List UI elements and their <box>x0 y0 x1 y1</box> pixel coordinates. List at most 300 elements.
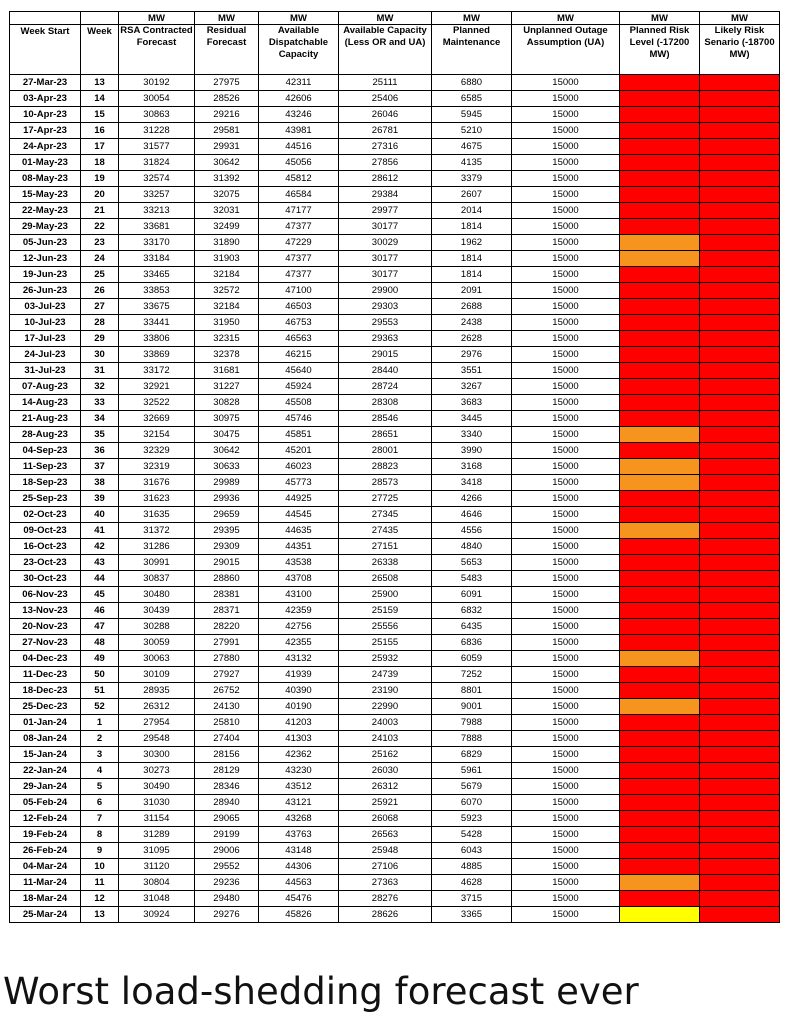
planned-maintenance-cell: 4885 <box>432 859 512 875</box>
table-row <box>10 603 780 619</box>
unplanned-outage-cell: 15000 <box>512 267 620 283</box>
dispatchable-capacity-cell: 43708 <box>259 571 339 587</box>
dispatchable-capacity-cell: 46563 <box>259 331 339 347</box>
week-start-cell: 02-Oct-23 <box>10 507 81 523</box>
planned-risk-cell <box>620 571 700 587</box>
dispatchable-capacity-cell: 42311 <box>259 75 339 91</box>
week-start-cell: 11-Mar-24 <box>10 875 81 891</box>
rsa-forecast-cell: 32574 <box>119 171 195 187</box>
rsa-forecast-cell: 30300 <box>119 747 195 763</box>
dispatchable-capacity-cell: 47377 <box>259 219 339 235</box>
planned-maintenance-cell: 5483 <box>432 571 512 587</box>
residual-forecast-cell: 29015 <box>195 555 259 571</box>
residual-forecast-cell: 31950 <box>195 315 259 331</box>
week-cell: 8 <box>81 827 119 843</box>
dispatchable-capacity-cell: 47377 <box>259 251 339 267</box>
dispatchable-capacity-cell: 43246 <box>259 107 339 123</box>
unplanned-outage-cell: 15000 <box>512 427 620 443</box>
unplanned-outage-cell: 15000 <box>512 683 620 699</box>
likely-risk-cell <box>700 443 780 459</box>
planned-risk-cell <box>620 427 700 443</box>
table-row <box>10 347 780 363</box>
planned-risk-cell <box>620 859 700 875</box>
planned-risk-cell <box>620 587 700 603</box>
available-capacity-cell: 23190 <box>339 683 432 699</box>
available-capacity-cell: 28276 <box>339 891 432 907</box>
dispatchable-capacity-cell: 42359 <box>259 603 339 619</box>
residual-forecast-cell: 30633 <box>195 459 259 475</box>
rsa-forecast-cell: 31228 <box>119 123 195 139</box>
table-row <box>10 155 780 171</box>
rsa-forecast-cell: 30059 <box>119 635 195 651</box>
unit-cell: MW <box>432 12 512 25</box>
residual-forecast-cell: 28526 <box>195 91 259 107</box>
likely-risk-cell <box>700 635 780 651</box>
week-start-cell: 27-Nov-23 <box>10 635 81 651</box>
week-start-cell: 20-Nov-23 <box>10 619 81 635</box>
planned-maintenance-cell: 5428 <box>432 827 512 843</box>
rsa-forecast-cell: 33675 <box>119 299 195 315</box>
header-available-dispatchable-capacity: Available Dispatchable Capacity <box>259 25 339 75</box>
dispatchable-capacity-cell: 42606 <box>259 91 339 107</box>
header-available-capacity: Available Capacity (Less OR and UA) <box>339 25 432 75</box>
planned-risk-cell <box>620 107 700 123</box>
rsa-forecast-cell: 33465 <box>119 267 195 283</box>
likely-risk-cell <box>700 139 780 155</box>
week-start-cell: 01-May-23 <box>10 155 81 171</box>
week-start-cell: 15-May-23 <box>10 187 81 203</box>
planned-maintenance-cell: 4628 <box>432 875 512 891</box>
planned-risk-cell <box>620 843 700 859</box>
week-start-cell: 05-Jun-23 <box>10 235 81 251</box>
planned-maintenance-cell: 9001 <box>432 699 512 715</box>
dispatchable-capacity-cell: 44635 <box>259 523 339 539</box>
table-row <box>10 571 780 587</box>
table-row <box>10 171 780 187</box>
unplanned-outage-cell: 15000 <box>512 203 620 219</box>
available-capacity-cell: 27345 <box>339 507 432 523</box>
table-row <box>10 683 780 699</box>
planned-maintenance-cell: 1962 <box>432 235 512 251</box>
rsa-forecast-cell: 33213 <box>119 203 195 219</box>
residual-forecast-cell: 24130 <box>195 699 259 715</box>
likely-risk-cell <box>700 779 780 795</box>
available-capacity-cell: 28724 <box>339 379 432 395</box>
rsa-forecast-cell: 30924 <box>119 907 195 923</box>
likely-risk-cell <box>700 475 780 491</box>
residual-forecast-cell: 30828 <box>195 395 259 411</box>
planned-risk-cell <box>620 475 700 491</box>
residual-forecast-cell: 29931 <box>195 139 259 155</box>
week-cell: 13 <box>81 907 119 923</box>
residual-forecast-cell: 28220 <box>195 619 259 635</box>
unplanned-outage-cell: 15000 <box>512 843 620 859</box>
likely-risk-cell <box>700 299 780 315</box>
residual-forecast-cell: 29236 <box>195 875 259 891</box>
dispatchable-capacity-cell: 45773 <box>259 475 339 491</box>
likely-risk-cell <box>700 763 780 779</box>
residual-forecast-cell: 29276 <box>195 907 259 923</box>
available-capacity-cell: 25162 <box>339 747 432 763</box>
rsa-forecast-cell: 30063 <box>119 651 195 667</box>
residual-forecast-cell: 28371 <box>195 603 259 619</box>
unplanned-outage-cell: 15000 <box>512 827 620 843</box>
planned-risk-cell <box>620 779 700 795</box>
unit-cell: MW <box>700 12 780 25</box>
load-shedding-forecast-table <box>9 11 780 923</box>
rsa-forecast-cell: 30804 <box>119 875 195 891</box>
available-capacity-cell: 25406 <box>339 91 432 107</box>
likely-risk-cell <box>700 907 780 923</box>
available-capacity-cell: 27106 <box>339 859 432 875</box>
available-capacity-cell: 24003 <box>339 715 432 731</box>
residual-forecast-cell: 29659 <box>195 507 259 523</box>
week-cell: 7 <box>81 811 119 827</box>
week-start-cell: 29-May-23 <box>10 219 81 235</box>
likely-risk-cell <box>700 187 780 203</box>
available-capacity-cell: 28308 <box>339 395 432 411</box>
week-cell: 36 <box>81 443 119 459</box>
table-row <box>10 427 780 443</box>
rsa-forecast-cell: 31577 <box>119 139 195 155</box>
likely-risk-cell <box>700 699 780 715</box>
planned-maintenance-cell: 6091 <box>432 587 512 603</box>
planned-maintenance-cell: 3445 <box>432 411 512 427</box>
table-row <box>10 475 780 491</box>
residual-forecast-cell: 30642 <box>195 155 259 171</box>
week-start-cell: 04-Sep-23 <box>10 443 81 459</box>
rsa-forecast-cell: 33441 <box>119 315 195 331</box>
dispatchable-capacity-cell: 45201 <box>259 443 339 459</box>
unplanned-outage-cell: 15000 <box>512 107 620 123</box>
dispatchable-capacity-cell: 41203 <box>259 715 339 731</box>
dispatchable-capacity-cell: 41939 <box>259 667 339 683</box>
unplanned-outage-cell: 15000 <box>512 635 620 651</box>
available-capacity-cell: 25948 <box>339 843 432 859</box>
unplanned-outage-cell: 15000 <box>512 139 620 155</box>
rsa-forecast-cell: 32522 <box>119 395 195 411</box>
planned-risk-cell <box>620 507 700 523</box>
residual-forecast-cell: 27991 <box>195 635 259 651</box>
unplanned-outage-cell: 15000 <box>512 331 620 347</box>
likely-risk-cell <box>700 123 780 139</box>
planned-maintenance-cell: 5653 <box>432 555 512 571</box>
rsa-forecast-cell: 32921 <box>119 379 195 395</box>
likely-risk-cell <box>700 267 780 283</box>
week-cell: 35 <box>81 427 119 443</box>
header-rsa-contracted-forecast: RSA Contracted Forecast <box>119 25 195 75</box>
available-capacity-cell: 27363 <box>339 875 432 891</box>
residual-forecast-cell: 29936 <box>195 491 259 507</box>
dispatchable-capacity-cell: 43763 <box>259 827 339 843</box>
planned-maintenance-cell: 4135 <box>432 155 512 171</box>
week-start-cell: 12-Feb-24 <box>10 811 81 827</box>
week-start-cell: 22-Jan-24 <box>10 763 81 779</box>
rsa-forecast-cell: 33853 <box>119 283 195 299</box>
table-row <box>10 411 780 427</box>
table-row <box>10 395 780 411</box>
likely-risk-cell <box>700 843 780 859</box>
dispatchable-capacity-cell: 44545 <box>259 507 339 523</box>
available-capacity-cell: 29363 <box>339 331 432 347</box>
available-capacity-cell: 28440 <box>339 363 432 379</box>
dispatchable-capacity-cell: 42756 <box>259 619 339 635</box>
dispatchable-capacity-cell: 41303 <box>259 731 339 747</box>
week-cell: 20 <box>81 187 119 203</box>
planned-maintenance-cell: 6043 <box>432 843 512 859</box>
likely-risk-cell <box>700 587 780 603</box>
unplanned-outage-cell: 15000 <box>512 75 620 91</box>
rsa-forecast-cell: 31635 <box>119 507 195 523</box>
dispatchable-capacity-cell: 45812 <box>259 171 339 187</box>
planned-risk-cell <box>620 539 700 555</box>
planned-risk-cell <box>620 91 700 107</box>
likely-risk-cell <box>700 619 780 635</box>
likely-risk-cell <box>700 571 780 587</box>
available-capacity-cell: 25932 <box>339 651 432 667</box>
unit-cell: MW <box>512 12 620 25</box>
week-start-cell: 24-Jul-23 <box>10 347 81 363</box>
table-row <box>10 123 780 139</box>
rsa-forecast-cell: 33806 <box>119 331 195 347</box>
rsa-forecast-cell: 33681 <box>119 219 195 235</box>
week-start-cell: 10-Apr-23 <box>10 107 81 123</box>
likely-risk-cell <box>700 235 780 251</box>
planned-maintenance-cell: 6832 <box>432 603 512 619</box>
available-capacity-cell: 28823 <box>339 459 432 475</box>
residual-forecast-cell: 29395 <box>195 523 259 539</box>
rsa-forecast-cell: 31120 <box>119 859 195 875</box>
dispatchable-capacity-cell: 45851 <box>259 427 339 443</box>
week-cell: 6 <box>81 795 119 811</box>
likely-risk-cell <box>700 715 780 731</box>
week-start-cell: 24-Apr-23 <box>10 139 81 155</box>
residual-forecast-cell: 27404 <box>195 731 259 747</box>
week-cell: 9 <box>81 843 119 859</box>
week-cell: 48 <box>81 635 119 651</box>
week-start-cell: 03-Apr-23 <box>10 91 81 107</box>
unit-cell: MW <box>620 12 700 25</box>
dispatchable-capacity-cell: 44516 <box>259 139 339 155</box>
table-row <box>10 667 780 683</box>
planned-risk-cell <box>620 795 700 811</box>
rsa-forecast-cell: 30273 <box>119 763 195 779</box>
rsa-forecast-cell: 30480 <box>119 587 195 603</box>
week-start-cell: 17-Apr-23 <box>10 123 81 139</box>
planned-maintenance-cell: 6880 <box>432 75 512 91</box>
week-cell: 27 <box>81 299 119 315</box>
table-row <box>10 907 780 923</box>
week-start-cell: 11-Sep-23 <box>10 459 81 475</box>
planned-risk-cell <box>620 603 700 619</box>
rsa-forecast-cell: 29548 <box>119 731 195 747</box>
dispatchable-capacity-cell: 44925 <box>259 491 339 507</box>
planned-maintenance-cell: 6585 <box>432 91 512 107</box>
unplanned-outage-cell: 15000 <box>512 491 620 507</box>
planned-maintenance-cell: 3267 <box>432 379 512 395</box>
dispatchable-capacity-cell: 43148 <box>259 843 339 859</box>
table-row <box>10 859 780 875</box>
table-row <box>10 507 780 523</box>
week-cell: 46 <box>81 603 119 619</box>
rsa-forecast-cell: 31824 <box>119 155 195 171</box>
dispatchable-capacity-cell: 44351 <box>259 539 339 555</box>
planned-maintenance-cell: 3990 <box>432 443 512 459</box>
table-row <box>10 587 780 603</box>
week-start-cell: 16-Oct-23 <box>10 539 81 555</box>
dispatchable-capacity-cell: 45476 <box>259 891 339 907</box>
week-cell: 23 <box>81 235 119 251</box>
planned-risk-cell <box>620 459 700 475</box>
planned-risk-cell <box>620 523 700 539</box>
planned-maintenance-cell: 6836 <box>432 635 512 651</box>
available-capacity-cell: 22990 <box>339 699 432 715</box>
unplanned-outage-cell: 15000 <box>512 187 620 203</box>
residual-forecast-cell: 32184 <box>195 267 259 283</box>
unplanned-outage-cell: 15000 <box>512 91 620 107</box>
week-start-cell: 18-Dec-23 <box>10 683 81 699</box>
planned-risk-cell <box>620 75 700 91</box>
planned-maintenance-cell: 7888 <box>432 731 512 747</box>
unplanned-outage-cell: 15000 <box>512 443 620 459</box>
planned-maintenance-cell: 2976 <box>432 347 512 363</box>
planned-maintenance-cell: 5923 <box>432 811 512 827</box>
table-row <box>10 107 780 123</box>
likely-risk-cell <box>700 795 780 811</box>
dispatchable-capacity-cell: 40390 <box>259 683 339 699</box>
table-row <box>10 187 780 203</box>
likely-risk-cell <box>700 75 780 91</box>
week-cell: 32 <box>81 379 119 395</box>
rsa-forecast-cell: 30837 <box>119 571 195 587</box>
table-row <box>10 443 780 459</box>
week-cell: 42 <box>81 539 119 555</box>
planned-maintenance-cell: 4840 <box>432 539 512 555</box>
planned-risk-cell <box>620 363 700 379</box>
unit-cell: MW <box>195 12 259 25</box>
week-cell: 3 <box>81 747 119 763</box>
dispatchable-capacity-cell: 47100 <box>259 283 339 299</box>
week-cell: 52 <box>81 699 119 715</box>
dispatchable-capacity-cell: 45056 <box>259 155 339 171</box>
likely-risk-cell <box>700 395 780 411</box>
planned-maintenance-cell: 5210 <box>432 123 512 139</box>
week-start-cell: 07-Aug-23 <box>10 379 81 395</box>
forecast-table-container <box>9 11 780 923</box>
week-cell: 24 <box>81 251 119 267</box>
week-cell: 34 <box>81 411 119 427</box>
dispatchable-capacity-cell: 45826 <box>259 907 339 923</box>
table-row <box>10 139 780 155</box>
rsa-forecast-cell: 30863 <box>119 107 195 123</box>
table-row <box>10 315 780 331</box>
available-capacity-cell: 30177 <box>339 267 432 283</box>
header-planned-risk-level: Planned Risk Level (-17200 MW) <box>620 25 700 75</box>
header-residual-forecast: Residual Forecast <box>195 25 259 75</box>
rsa-forecast-cell: 33257 <box>119 187 195 203</box>
unplanned-outage-cell: 15000 <box>512 859 620 875</box>
dispatchable-capacity-cell: 46753 <box>259 315 339 331</box>
available-capacity-cell: 27435 <box>339 523 432 539</box>
week-start-cell: 17-Jul-23 <box>10 331 81 347</box>
residual-forecast-cell: 32378 <box>195 347 259 363</box>
unit-cell <box>10 12 81 25</box>
available-capacity-cell: 26508 <box>339 571 432 587</box>
week-start-cell: 26-Jun-23 <box>10 283 81 299</box>
unplanned-outage-cell: 15000 <box>512 795 620 811</box>
residual-forecast-cell: 28940 <box>195 795 259 811</box>
likely-risk-cell <box>700 91 780 107</box>
planned-maintenance-cell: 6070 <box>432 795 512 811</box>
unplanned-outage-cell: 15000 <box>512 379 620 395</box>
dispatchable-capacity-cell: 47177 <box>259 203 339 219</box>
week-start-cell: 27-Mar-23 <box>10 75 81 91</box>
week-cell: 16 <box>81 123 119 139</box>
week-start-cell: 18-Mar-24 <box>10 891 81 907</box>
week-cell: 31 <box>81 363 119 379</box>
residual-forecast-cell: 26752 <box>195 683 259 699</box>
rsa-forecast-cell: 32319 <box>119 459 195 475</box>
week-start-cell: 03-Jul-23 <box>10 299 81 315</box>
dispatchable-capacity-cell: 43132 <box>259 651 339 667</box>
residual-forecast-cell: 29199 <box>195 827 259 843</box>
rsa-forecast-cell: 30991 <box>119 555 195 571</box>
residual-forecast-cell: 32031 <box>195 203 259 219</box>
residual-forecast-cell: 30975 <box>195 411 259 427</box>
table-row <box>10 459 780 475</box>
unplanned-outage-cell: 15000 <box>512 219 620 235</box>
available-capacity-cell: 28626 <box>339 907 432 923</box>
available-capacity-cell: 29553 <box>339 315 432 331</box>
dispatchable-capacity-cell: 43512 <box>259 779 339 795</box>
rsa-forecast-cell: 31676 <box>119 475 195 491</box>
week-cell: 43 <box>81 555 119 571</box>
residual-forecast-cell: 32184 <box>195 299 259 315</box>
available-capacity-cell: 27725 <box>339 491 432 507</box>
week-cell: 2 <box>81 731 119 747</box>
available-capacity-cell: 28573 <box>339 475 432 491</box>
table-row <box>10 75 780 91</box>
week-start-cell: 15-Jan-24 <box>10 747 81 763</box>
table-row <box>10 699 780 715</box>
planned-risk-cell <box>620 667 700 683</box>
likely-risk-cell <box>700 651 780 667</box>
week-cell: 47 <box>81 619 119 635</box>
planned-risk-cell <box>620 123 700 139</box>
week-start-cell: 01-Jan-24 <box>10 715 81 731</box>
week-cell: 37 <box>81 459 119 475</box>
rsa-forecast-cell: 30109 <box>119 667 195 683</box>
rsa-forecast-cell: 30288 <box>119 619 195 635</box>
planned-maintenance-cell: 4266 <box>432 491 512 507</box>
week-cell: 13 <box>81 75 119 91</box>
residual-forecast-cell: 28156 <box>195 747 259 763</box>
available-capacity-cell: 24739 <box>339 667 432 683</box>
planned-risk-cell <box>620 811 700 827</box>
planned-maintenance-cell: 2091 <box>432 283 512 299</box>
week-start-cell: 23-Oct-23 <box>10 555 81 571</box>
table-row <box>10 731 780 747</box>
week-start-cell: 29-Jan-24 <box>10 779 81 795</box>
week-start-cell: 26-Feb-24 <box>10 843 81 859</box>
dispatchable-capacity-cell: 45924 <box>259 379 339 395</box>
week-cell: 1 <box>81 715 119 731</box>
available-capacity-cell: 30177 <box>339 219 432 235</box>
likely-risk-cell <box>700 859 780 875</box>
unplanned-outage-cell: 15000 <box>512 283 620 299</box>
planned-maintenance-cell: 3365 <box>432 907 512 923</box>
likely-risk-cell <box>700 347 780 363</box>
